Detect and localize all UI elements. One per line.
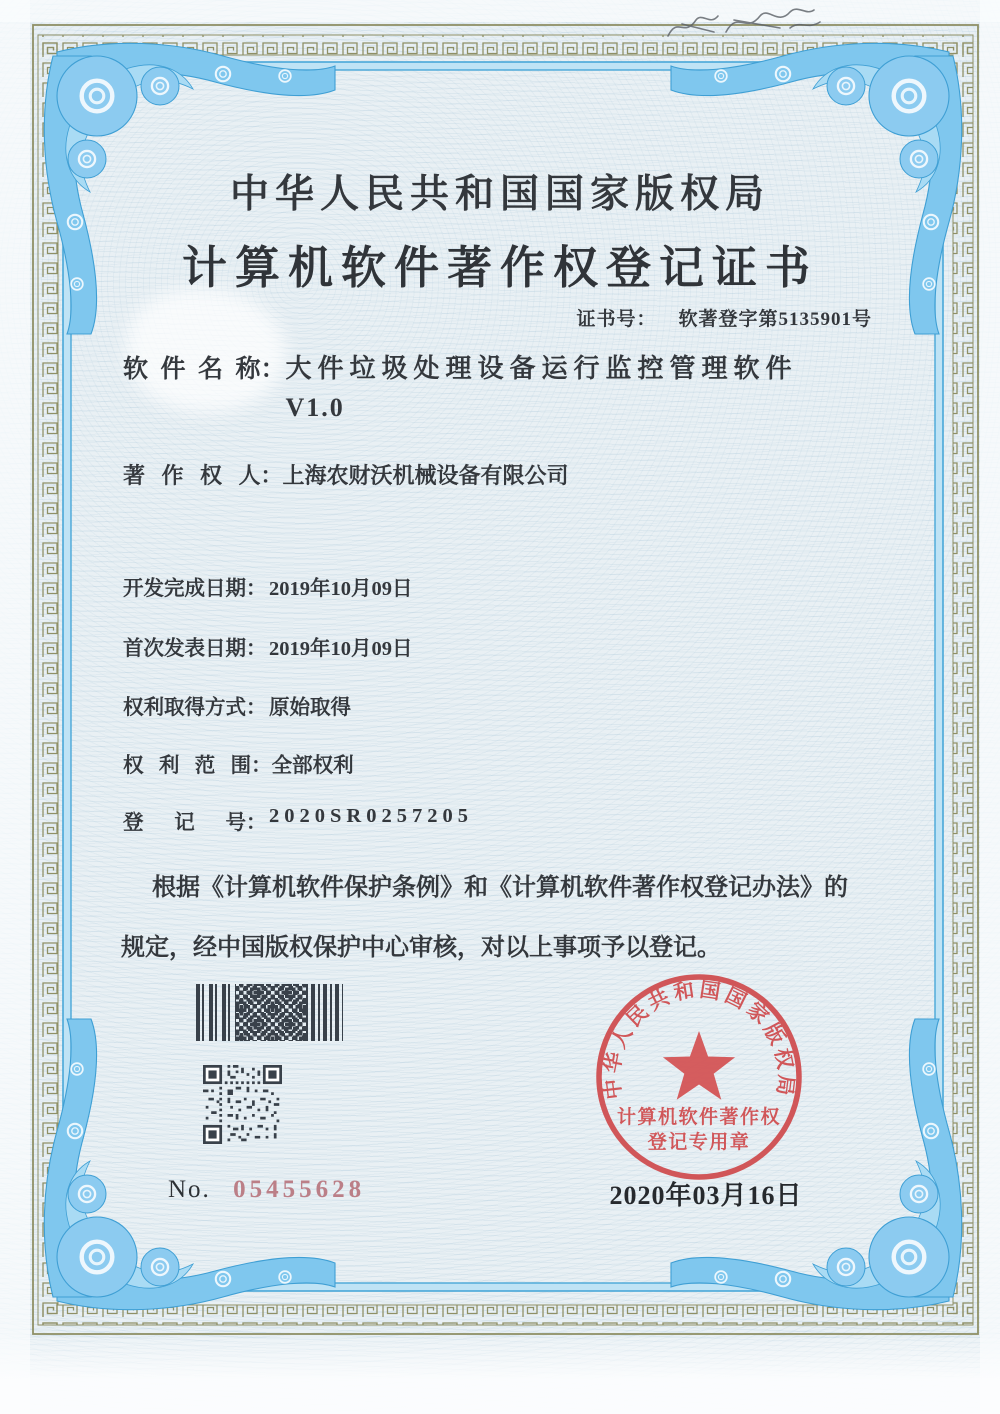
- statement-line2: 规定，经中国版权保护中心审核，对以上事项予以登记。: [121, 935, 721, 961]
- right-scope-value: 全部权利: [271, 755, 354, 777]
- software-name-label: 软 件 名 称：: [123, 356, 286, 383]
- right-acquisition-label: 权利取得方式：: [123, 697, 267, 719]
- field-row-dev-complete-date: [123, 571, 413, 601]
- first-publish-date-label: 首次发表日期：: [123, 638, 267, 660]
- dev-complete-date-label: 开发完成日期：: [123, 578, 267, 600]
- field-row-first-publish-date: [123, 631, 413, 661]
- seal-star-icon: [663, 1031, 735, 1100]
- software-version: V1.0: [285, 393, 345, 422]
- field-row-right-acquisition: [123, 690, 351, 720]
- copyright-holder-value: 上海农财沃机械设备有限公司: [282, 463, 569, 488]
- registration-statement: [121, 858, 883, 978]
- field-row-software-name: [123, 349, 798, 427]
- serial-no-label: No.: [168, 1176, 211, 1203]
- seal-arc-text: 中华人民共和国国家版权局: [601, 979, 797, 1101]
- registration-no-label: 登 记 号：: [123, 812, 267, 834]
- serial-number-line: [168, 1176, 365, 1204]
- greek-key-band: [38, 35, 973, 1325]
- right-scope-label: 权 利 范 围：: [123, 755, 272, 777]
- field-row-copyright-holder: [123, 459, 569, 490]
- outer-frame-line: [33, 25, 978, 1334]
- certificate-number-line: [576, 304, 872, 331]
- right-acquisition-value: 原始取得: [269, 697, 351, 719]
- field-row-right-scope: [123, 748, 354, 778]
- issuing-authority-title: 中华人民共和国国家版权局: [229, 173, 770, 216]
- issue-date: 2020年03月16日: [609, 1181, 803, 1210]
- first-publish-date-value: 2019年10月09日: [269, 638, 413, 660]
- dev-complete-date-value: 2019年10月09日: [269, 578, 413, 600]
- barcode: [196, 984, 343, 1041]
- seal-text-line1: 计算机软件著作权: [616, 1107, 782, 1128]
- registration-no-value: 2020SR0257205: [269, 805, 473, 827]
- corner-flourish-bottom-left: [44, 1019, 335, 1310]
- serial-no-value: 05455628: [233, 1176, 366, 1203]
- handwriting-scribble: [630, 2, 850, 52]
- software-name-value: [286, 349, 798, 427]
- field-row-registration-no: [123, 805, 473, 835]
- qr-code: [203, 1065, 282, 1144]
- copyright-holder-label: 著 作 权 人：: [123, 463, 283, 488]
- certificate-number-label: 证书号：: [576, 309, 657, 330]
- barcode-right-bars: [306, 984, 343, 1041]
- official-red-seal: [586, 964, 812, 1190]
- seal-text-line2: 登记专用章: [647, 1132, 751, 1153]
- barcode-matrix: [236, 984, 306, 1041]
- statement-line1: 根据《计算机软件保护条例》和《计算机软件著作权登记办法》的: [152, 875, 848, 901]
- barcode-left-bars: [196, 984, 236, 1041]
- software-name-line1: 大件垃圾处理设备运行监控管理软件: [285, 354, 798, 383]
- certificate-number-value: 软著登字第5135901号: [678, 309, 872, 330]
- certificate-title: 计算机软件著作权登记证书: [181, 243, 818, 293]
